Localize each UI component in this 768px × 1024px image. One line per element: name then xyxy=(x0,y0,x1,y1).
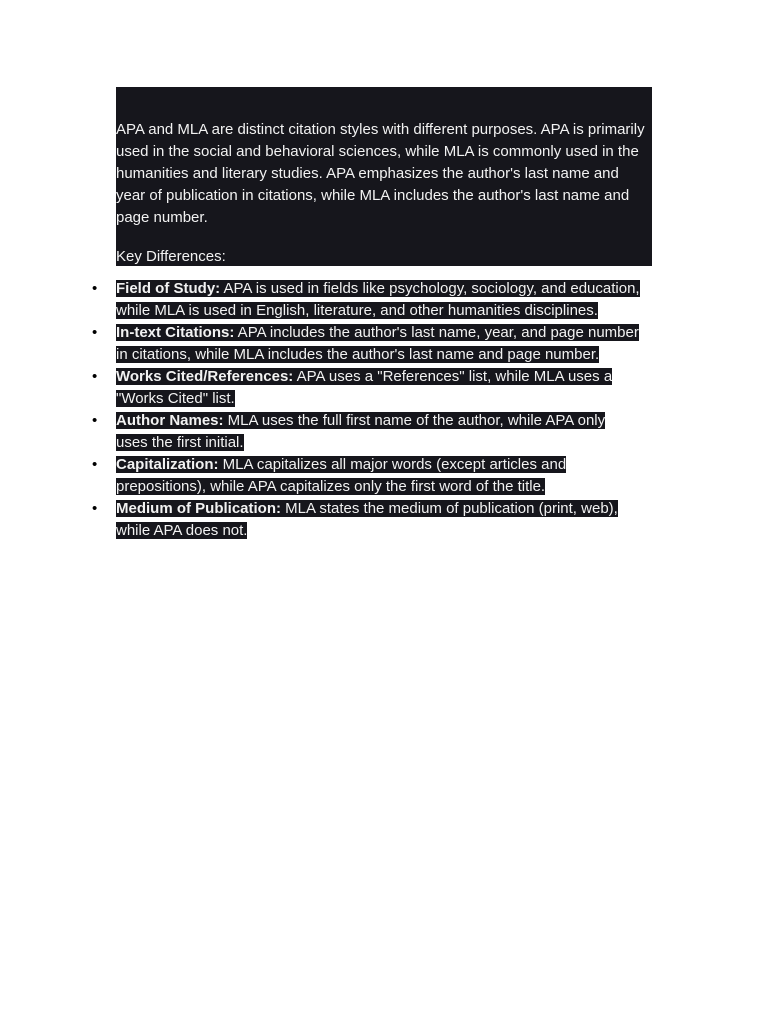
list-item xyxy=(92,410,640,454)
list-item xyxy=(92,454,640,498)
item-text: APA includes the author's last name, year, and page number in citations, while MLA includes the author's last name and page number. xyxy=(116,324,639,363)
list-item xyxy=(92,366,640,410)
item-term: In-text Citations: xyxy=(116,324,235,341)
bullet-icon: • xyxy=(92,456,98,473)
key-differences-heading: Key Differences: xyxy=(116,248,226,265)
bullet-icon: • xyxy=(92,500,98,517)
bullet-icon: • xyxy=(92,412,98,429)
item-term: Author Names: xyxy=(116,412,224,429)
differences-list xyxy=(92,278,640,542)
list-item xyxy=(92,278,640,322)
item-text: MLA uses the full first name of the author, while APA only uses the first initial. xyxy=(116,412,606,451)
item-text: MLA states the medium of publication (print, web), while APA does not. xyxy=(116,500,618,539)
bullet-icon: • xyxy=(92,324,98,341)
item-text: APA uses a "References" list, while MLA uses a "Works Cited" list. xyxy=(116,368,613,407)
item-text: MLA capitalizes all major words (except articles and prepositions), while APA capitalizes only the first word of the title. xyxy=(116,456,567,495)
intro-paragraph: APA and MLA are distinct citation styles with different purposes. APA is primarily used in the social and behavioral sciences, while MLA is commonly used in the humanities and literary studies. APA emphasizes the author's last name and year of publication in citations, while MLA includes the author's last name and page number. xyxy=(116,121,645,226)
list-item xyxy=(92,322,640,366)
item-term: Field of Study: xyxy=(116,280,221,297)
item-term: Medium of Publication: xyxy=(116,500,281,517)
list-item xyxy=(92,498,640,542)
bullet-icon: • xyxy=(92,280,98,297)
bullet-icon: • xyxy=(92,368,98,385)
item-term: Works Cited/References: xyxy=(116,368,294,385)
item-term: Capitalization: xyxy=(116,456,219,473)
item-text: APA is used in fields like psychology, sociology, and education, while MLA is used in English, literature, and other humanities disciplines. xyxy=(116,280,640,319)
